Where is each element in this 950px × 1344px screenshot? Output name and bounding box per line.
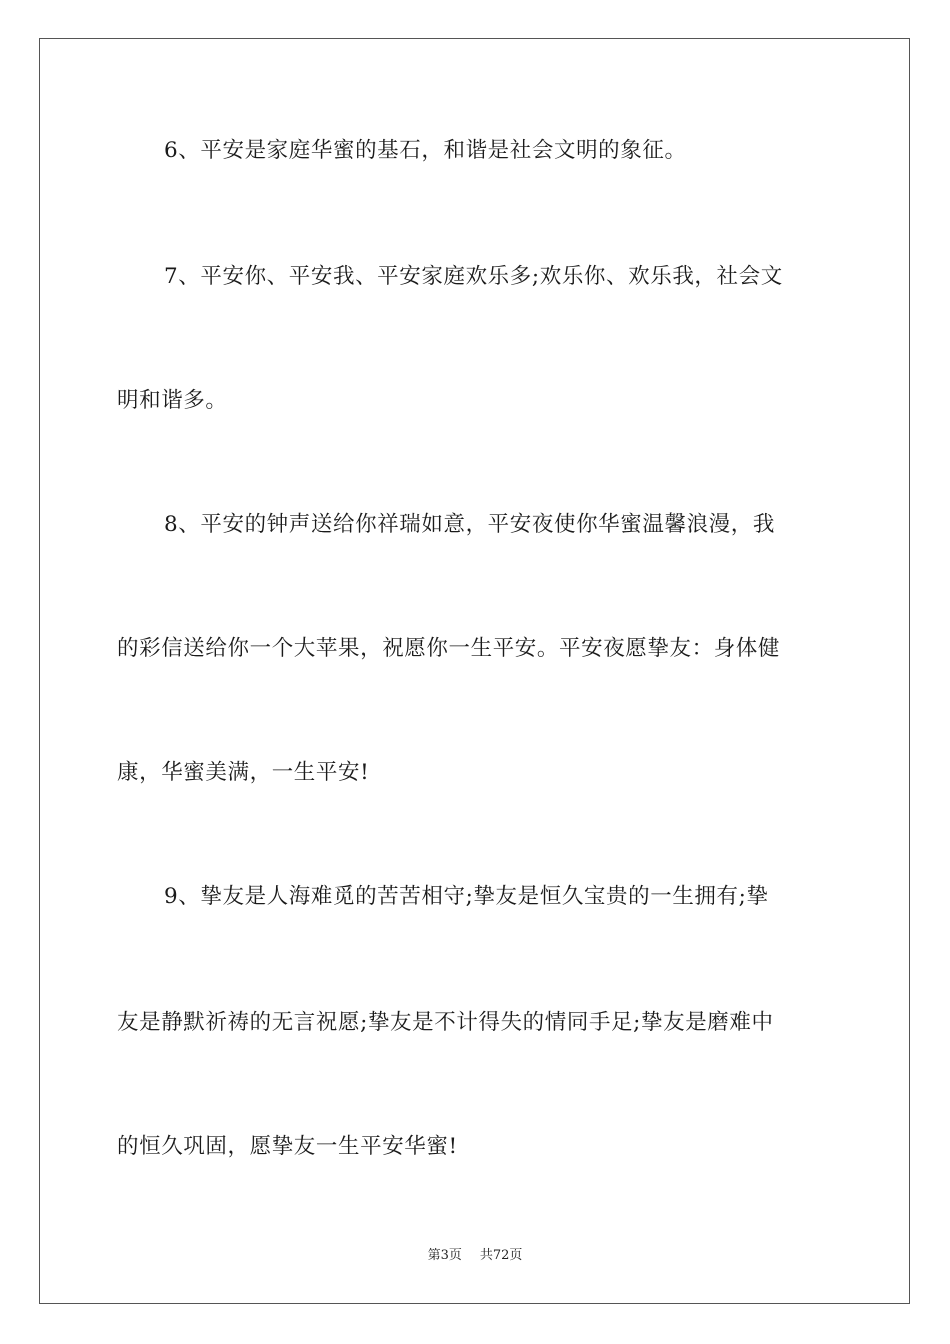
page-total: 共72页 xyxy=(479,1248,523,1263)
page-footer xyxy=(0,1247,950,1265)
paragraph-9-line-2: 友是静默祈祷的无言祝愿;挚友是不计得失的情同手足;挚友是磨难中 xyxy=(117,1010,774,1035)
paragraph-7-line-1: 7、平安你、平安我、平安家庭欢乐多;欢乐你、欢乐我，社会文 xyxy=(164,264,783,289)
paragraph-9-line-3: 的恒久巩固，愿挚友一生平安华蜜! xyxy=(117,1134,458,1159)
page-number: 第3页 xyxy=(427,1248,462,1263)
paragraph-8-line-2: 的彩信送给你一个大苹果，祝愿你一生平安。平安夜愿挚友：身体健 xyxy=(117,636,781,661)
paragraph-8-line-3: 康，华蜜美满，一生平安! xyxy=(117,760,370,785)
paragraph-8-line-1: 8、平安的钟声送给你祥瑞如意，平安夜使你华蜜温馨浪漫，我 xyxy=(164,512,775,537)
paragraph-7-line-2: 明和谐多。 xyxy=(117,388,228,413)
paragraph-9-line-1: 9、挚友是人海难觅的苦苦相守;挚友是恒久宝贵的一生拥有;挚 xyxy=(164,884,769,909)
paragraph-6-line-1: 6、平安是家庭华蜜的基石，和谐是社会文明的象征。 xyxy=(164,138,687,163)
page-frame xyxy=(39,38,910,1304)
